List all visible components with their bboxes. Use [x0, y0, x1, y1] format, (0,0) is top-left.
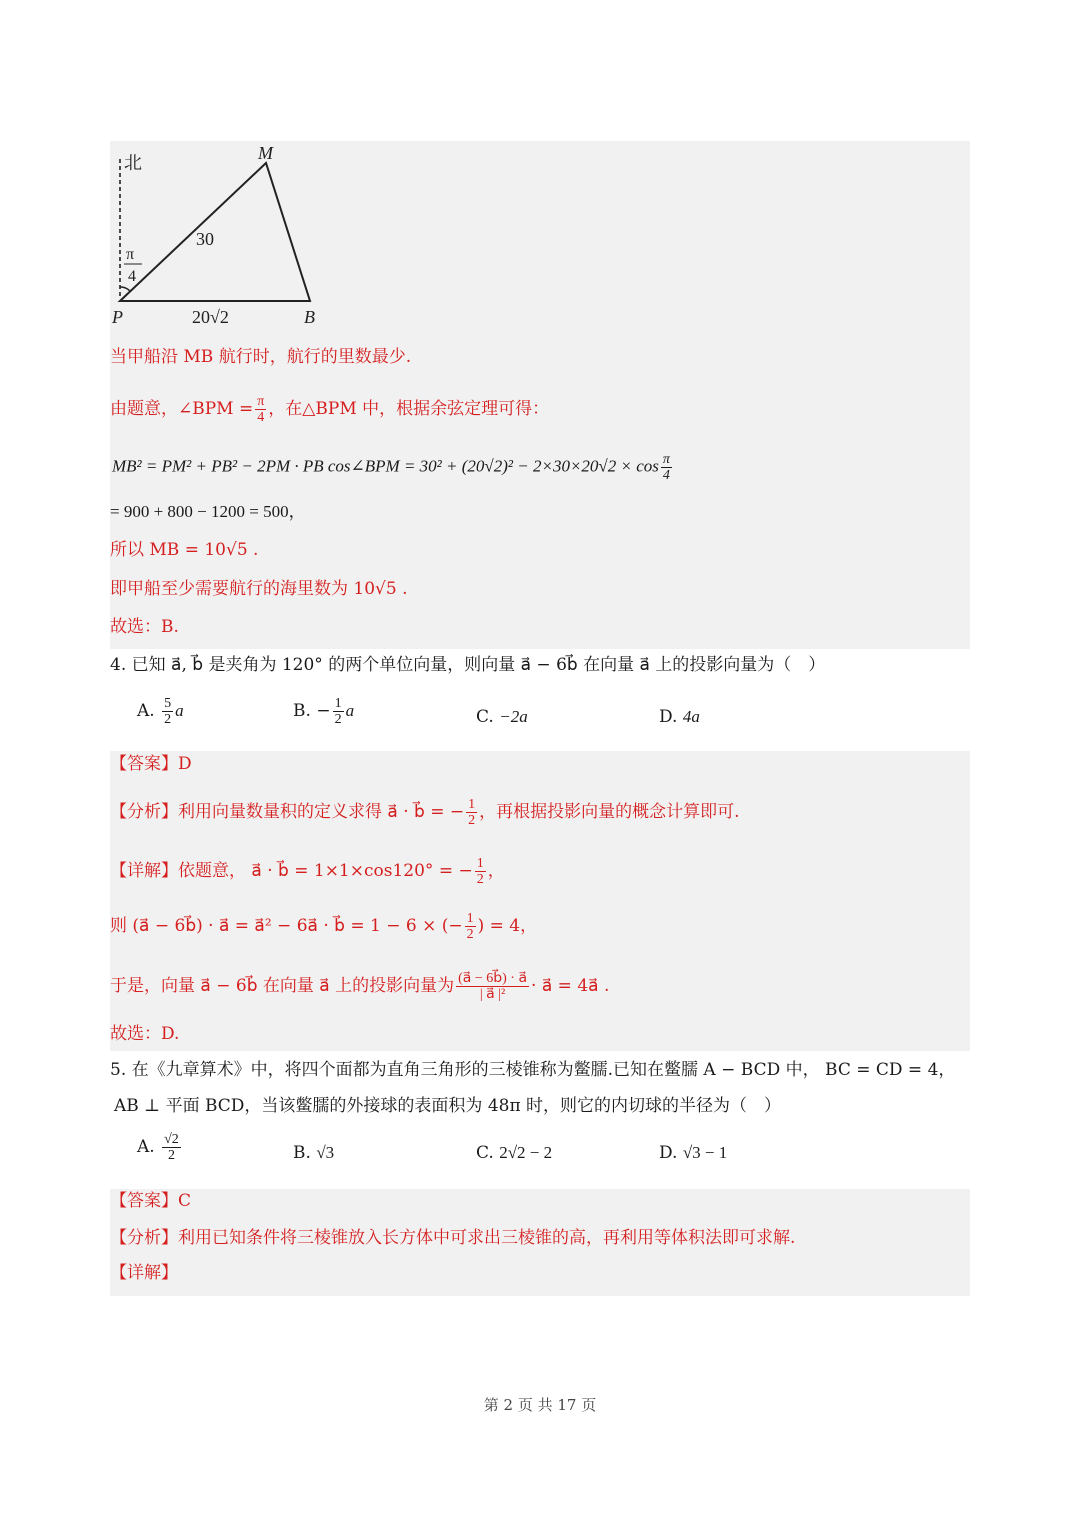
q3-line1: 当甲船沿 MB 航行时，航行的里数最少. [110, 347, 412, 367]
q5-analysis: 【分析】利用已知条件将三棱锥放入长方体中可求出三棱锥的高，再利用等体积法即可求解. [110, 1228, 796, 1248]
q5-option-c[interactable]: C. 2√2 − 2 [476, 1143, 553, 1163]
q5-answer: 【答案】C [110, 1191, 192, 1211]
q4-projection: 于是，向量 a⃗ − 6b⃗ 在向量 a⃗ 上的投影向量为 $\frac{(a⃗ - 6b⃗) \cdot a⃗}{\text{| a⃗ |²}}$ · a⃗ = 4a⃗ . [110, 971, 610, 1002]
q5-stem-line1: 5. 在《九章算术》中，将四个面都为直角三角形的三棱锥称为鳖臑.已知在鳖臑 A − BCD 中， BC = CD = 4， [110, 1060, 956, 1080]
side-PB-label: 20√2 [192, 307, 229, 327]
angle-denominator: 4 [128, 268, 136, 285]
page-footer: 第 2 页 共 17 页 [483, 1396, 597, 1414]
q5-stem-line2: AB ⊥ 平面 BCD，当该鳖臑的外接球的表面积为 48π 时，则它的内切球的半径为（ ） [114, 1096, 782, 1116]
q3-line5: 所以 MB = 10√5 . [110, 540, 259, 560]
solution-block-q4 [110, 751, 970, 1051]
q4-detail: 【详解】依题意， a⃗ · b⃗ = 1×1×cos120° = − $\frac{1}{2}$ ， [110, 856, 505, 887]
q3-line3: MB² = PM² + PB² − 2PM · PB cos∠BPM = 30² + (20√2)² − 2×30×20√2 × cos $\frac{\pi}{4}$ [112, 452, 670, 483]
q4-option-a[interactable]: A. $\frac{5}{2}$ a⃗ [137, 696, 197, 727]
q4-then: 则 (a⃗ − 6b⃗) · a⃗ = a⃗² − 6a⃗ · b⃗ = 1 − 6 × (− $\frac{1}{2}$ ) = 4， [110, 911, 538, 942]
triangle-PMB [120, 163, 310, 301]
q4-option-b[interactable]: B. − $\frac{1}{2}$ a⃗ [293, 696, 368, 727]
q3-choice: 故选：B. [110, 617, 179, 637]
label-P: P [112, 307, 123, 327]
q4-option-d[interactable]: D. 4a⃗ [659, 707, 714, 727]
q4-analysis: 【分析】利用向量数量积的定义求得 a⃗ · b⃗ = − $\frac{1}{2}$ ，再根据投影向量的概念计算即可. [110, 797, 740, 828]
label-B: B [304, 307, 315, 327]
q3-line6: 即甲船至少需要航行的海里数为 10√5 . [110, 579, 408, 599]
q5-option-b[interactable]: B. √3 [293, 1143, 335, 1163]
label-M: M [258, 143, 273, 163]
q4-choice: 故选：D. [110, 1024, 180, 1044]
q5-option-d[interactable]: D. √3 − 1 [659, 1143, 728, 1163]
q3-line2: 由题意，∠BPM = $\frac{\pi}{4}$ ，在△BPM 中，根据余弦定理可得： [110, 394, 550, 425]
q5-detail: 【详解】 [110, 1263, 178, 1283]
angle-numerator: π [126, 246, 135, 263]
side-PM-label: 30 [196, 229, 214, 249]
q5-options [0, 1132, 1080, 1176]
q4-options [0, 696, 1080, 740]
q4-option-c[interactable]: C. −2a⃗ [476, 707, 541, 727]
triangle-diagram [110, 141, 330, 331]
q3-line4: = 900 + 800 − 1200 = 500， [110, 502, 306, 521]
q5-option-a[interactable]: A. $\frac{√2}{2}$ [137, 1132, 179, 1163]
q4-stem: 4. 已知 a⃗, b⃗ 是夹角为 120° 的两个单位向量，则向量 a⃗ − 6b⃗ 在向量 a⃗ 上的投影向量为（ ） [110, 655, 826, 675]
q4-answer: 【答案】D [110, 754, 192, 774]
north-label: 北 [124, 153, 142, 173]
angle-arc [120, 287, 130, 291]
